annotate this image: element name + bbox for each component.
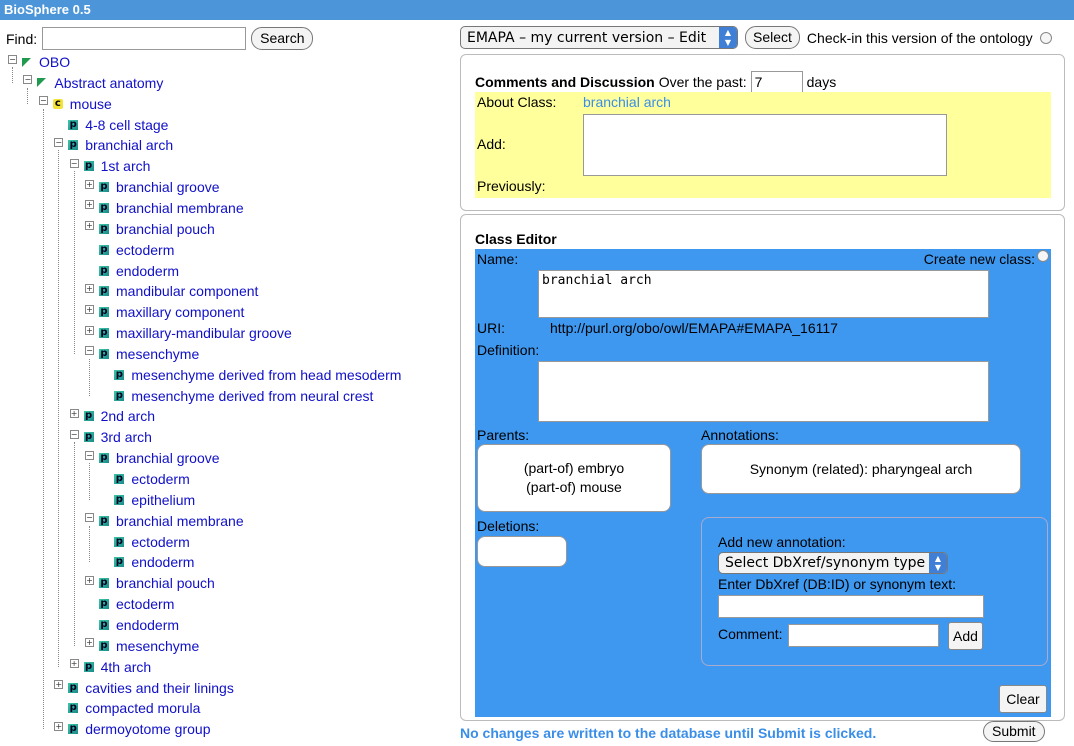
tree-node[interactable] xyxy=(100,469,189,489)
expand-icon[interactable]: + xyxy=(86,179,93,189)
name-label: Name: xyxy=(477,251,519,267)
tree-node[interactable] xyxy=(54,135,173,155)
tree-node-label[interactable]: branchial membrane xyxy=(116,512,244,529)
tree-guide-line xyxy=(58,150,59,666)
tree-node-label[interactable]: ectoderm xyxy=(131,471,190,487)
expand-icon[interactable]: + xyxy=(86,638,93,648)
collapse-icon[interactable]: − xyxy=(70,158,78,168)
tree-guide-line xyxy=(43,109,44,730)
tree-node[interactable] xyxy=(85,344,199,364)
dbxref-input[interactable] xyxy=(718,595,984,618)
annotation-item[interactable]: Synonym (related): pharyngeal arch xyxy=(749,461,973,477)
add-annotation-panel xyxy=(701,517,1048,666)
tree-node-label[interactable]: 4th arch xyxy=(100,658,152,675)
tree-node-label[interactable]: 1st arch xyxy=(100,158,151,175)
collapse-icon[interactable]: − xyxy=(86,513,93,523)
expand-icon[interactable]: + xyxy=(86,304,93,314)
property-icon: p xyxy=(85,431,93,443)
tree-node[interactable] xyxy=(85,615,179,635)
tree-node[interactable] xyxy=(85,302,244,322)
property-icon: p xyxy=(85,410,93,422)
tree-node[interactable] xyxy=(54,678,234,698)
expand-icon[interactable]: + xyxy=(86,575,93,585)
property-icon: p xyxy=(69,723,77,735)
tree-node-label[interactable]: 4-8 cell stage xyxy=(85,116,169,133)
collapse-icon[interactable]: − xyxy=(55,137,63,147)
days-input[interactable] xyxy=(751,71,803,93)
create-new-class-label: Create new class: xyxy=(923,251,1035,267)
property-icon: p xyxy=(100,201,108,213)
about-class-label: About Class: xyxy=(477,94,557,110)
add-new-annotation-label: Add new annotation: xyxy=(718,534,846,550)
expand-icon[interactable]: + xyxy=(86,221,93,231)
tree-node[interactable] xyxy=(39,94,112,114)
add-annotation-button[interactable]: Add xyxy=(948,622,983,650)
property-icon: p xyxy=(100,639,108,651)
tree-node-label[interactable]: epithelium xyxy=(131,491,196,508)
tree-node-label[interactable]: branchial pouch xyxy=(116,220,215,237)
collapse-icon[interactable]: − xyxy=(39,96,47,106)
tree-guide-line xyxy=(89,359,90,396)
tree-node-label[interactable]: mesenchyme xyxy=(116,637,200,654)
property-icon: p xyxy=(100,514,108,526)
collapse-icon[interactable]: − xyxy=(86,346,93,356)
tree-node[interactable] xyxy=(85,511,244,531)
property-icon: p xyxy=(69,118,77,130)
tree-node-label[interactable]: OBO xyxy=(39,54,71,70)
property-icon: p xyxy=(85,160,93,172)
collapse-icon[interactable]: − xyxy=(86,450,93,460)
tree-node-label[interactable]: cavities and their linings xyxy=(85,679,234,696)
tree-node[interactable] xyxy=(85,281,258,301)
deletions-label: Deletions: xyxy=(477,518,540,534)
property-icon: p xyxy=(100,618,108,630)
tree-guide-line xyxy=(74,171,75,354)
annotation-comment-input[interactable] xyxy=(788,624,939,647)
collapse-icon[interactable]: − xyxy=(24,75,32,85)
expand-icon[interactable]: + xyxy=(55,721,63,731)
ontology-version-value: EMAPA – my current version – Edit xyxy=(467,29,707,46)
tree-node[interactable] xyxy=(70,657,152,677)
find-input[interactable] xyxy=(42,27,246,50)
deletions-list[interactable] xyxy=(477,536,567,567)
class-editor-panel xyxy=(460,214,1065,721)
tree-node[interactable] xyxy=(100,490,195,510)
tree-node[interactable] xyxy=(85,198,244,218)
property-icon: p xyxy=(100,577,108,589)
property-icon: p xyxy=(100,181,108,193)
collapse-icon[interactable]: − xyxy=(70,429,78,439)
app-title-bar xyxy=(0,0,1074,20)
property-icon: p xyxy=(85,660,93,672)
create-new-class-radio[interactable] xyxy=(1037,250,1049,262)
tree-node[interactable] xyxy=(85,261,179,281)
comments-title: Comments and Discussion xyxy=(475,74,655,90)
expand-icon[interactable]: + xyxy=(86,200,93,210)
parents-label: Parents: xyxy=(477,427,530,443)
about-class-link[interactable]: branchial arch xyxy=(583,94,671,110)
expand-icon[interactable]: + xyxy=(86,283,93,293)
tree-node-label[interactable]: 2nd arch xyxy=(100,408,156,425)
tree-node-label[interactable]: mandibular component xyxy=(116,283,259,300)
select-ontology-button[interactable]: Select xyxy=(745,26,800,49)
property-icon: p xyxy=(100,264,108,276)
tree-node-label[interactable]: endoderm xyxy=(116,616,180,633)
ontology-version-select[interactable] xyxy=(460,26,738,49)
tree-node[interactable] xyxy=(54,698,200,718)
class-editor-body xyxy=(475,249,1051,717)
select-arrows-icon: ▲ ▼ xyxy=(929,553,947,573)
expand-icon[interactable]: + xyxy=(70,659,78,669)
property-icon: p xyxy=(100,327,108,339)
tree-node[interactable] xyxy=(85,594,174,614)
tree-node[interactable] xyxy=(85,240,174,260)
property-icon: p xyxy=(100,452,108,464)
tree-node[interactable] xyxy=(100,552,194,572)
tree-node[interactable] xyxy=(100,386,373,406)
clear-button[interactable]: Clear xyxy=(999,685,1047,713)
ontology-flag-icon xyxy=(22,58,31,67)
tree-node-label[interactable]: branchial groove xyxy=(116,179,220,196)
select-arrows-icon: ▲ ▼ xyxy=(719,27,737,48)
class-icon: c xyxy=(53,99,63,109)
property-icon: p xyxy=(115,368,123,380)
property-icon: p xyxy=(69,702,77,714)
uri-label: URI: xyxy=(477,320,505,336)
find-row xyxy=(6,27,313,50)
collapse-icon[interactable]: − xyxy=(9,54,16,64)
parents-list[interactable] xyxy=(477,444,671,512)
tree-node[interactable] xyxy=(85,177,220,197)
tree-node-label[interactable]: dermoyotome group xyxy=(85,721,211,738)
tree-node[interactable] xyxy=(85,323,292,343)
tree-node[interactable] xyxy=(8,52,70,72)
expand-icon[interactable]: + xyxy=(70,408,78,418)
property-icon: p xyxy=(100,243,108,255)
property-icon: p xyxy=(69,681,77,693)
tree-node-label[interactable]: mesenchyme xyxy=(116,345,200,362)
over-the-past-label: Over the past: xyxy=(658,74,747,90)
tree-node-label[interactable]: maxillary-mandibular groove xyxy=(116,325,292,342)
property-icon: p xyxy=(115,389,123,401)
ontology-toolbar xyxy=(460,26,1052,49)
tree-node-label[interactable]: endoderm xyxy=(131,554,195,571)
tree-node-label[interactable]: 3rd arch xyxy=(100,429,152,446)
enter-dbxref-label: Enter DbXref (DB:ID) or synonym text: xyxy=(718,576,957,592)
tree-node-label[interactable]: mesenchyme derived from head mesoderm xyxy=(131,366,402,383)
annotation-type-select[interactable] xyxy=(718,552,948,574)
days-label: days xyxy=(806,74,837,90)
tree-node-label[interactable]: branchial membrane xyxy=(116,199,244,216)
tree-node-label[interactable]: endoderm xyxy=(116,262,180,279)
find-label: Find: xyxy=(6,30,38,47)
class-editor-title: Class Editor xyxy=(475,231,557,247)
property-icon: p xyxy=(115,473,123,484)
tree-node-label[interactable]: mouse xyxy=(69,95,112,112)
tree-node-label[interactable]: ectoderm xyxy=(116,596,175,613)
expand-icon[interactable]: + xyxy=(86,325,93,335)
property-icon: p xyxy=(115,556,123,568)
tree-node[interactable] xyxy=(100,365,401,385)
tree-node[interactable] xyxy=(70,406,155,426)
add-comment-label: Add: xyxy=(477,136,506,152)
checkin-label: Check-in this version of the ontology xyxy=(806,29,1033,46)
annotation-type-value: Select DbXref/synonym type xyxy=(725,555,926,571)
comments-body xyxy=(475,92,1051,198)
name-field[interactable] xyxy=(538,270,989,318)
tree-node-label[interactable]: ectoderm xyxy=(131,533,190,550)
tree-node-label[interactable]: branchial groove xyxy=(116,450,220,467)
add-comment-textarea[interactable] xyxy=(583,114,947,176)
parent-item[interactable]: (part-of) embryo xyxy=(523,460,625,476)
tree-node[interactable] xyxy=(70,427,152,447)
tree-node-label[interactable]: mesenchyme derived from neural crest xyxy=(131,387,374,404)
tree-node-label[interactable]: branchial pouch xyxy=(116,575,215,592)
property-icon: p xyxy=(100,306,108,318)
tree-node-label[interactable]: branchial arch xyxy=(85,137,174,154)
checkin-radio[interactable] xyxy=(1040,32,1052,44)
submit-button[interactable]: Submit xyxy=(983,721,1045,742)
property-icon: p xyxy=(100,598,108,610)
ontology-tree xyxy=(0,52,455,746)
uri-value: http://purl.org/obo/owl/EMAPA#EMAPA_16117 xyxy=(550,320,838,336)
tree-node-label[interactable]: Abstract anatomy xyxy=(54,74,164,91)
ontology-flag-icon xyxy=(37,78,46,87)
definition-field[interactable] xyxy=(538,361,989,422)
property-icon: p xyxy=(100,347,108,359)
property-icon: p xyxy=(100,285,108,297)
expand-icon[interactable]: + xyxy=(55,680,63,689)
tree-node-label[interactable]: ectoderm xyxy=(116,241,175,258)
app-title: BioSphere 0.5 xyxy=(4,2,91,17)
property-icon: p xyxy=(69,139,77,151)
tree-node[interactable] xyxy=(23,73,163,93)
previously-label: Previously: xyxy=(477,178,546,194)
comments-header xyxy=(475,71,836,93)
tree-node[interactable] xyxy=(85,219,215,239)
parent-item[interactable]: (part-of) mouse xyxy=(526,479,622,495)
annotations-list[interactable] xyxy=(701,444,1021,494)
annotations-label: Annotations: xyxy=(701,427,779,443)
tree-node-label[interactable]: maxillary component xyxy=(116,304,245,321)
name-value: branchial arch xyxy=(542,273,652,288)
unsaved-changes-notice: No changes are written to the database until Submit is clicked. xyxy=(460,725,877,741)
tree-node[interactable] xyxy=(85,573,215,593)
search-button[interactable]: Search xyxy=(251,27,313,50)
tree-node-label[interactable]: compacted morula xyxy=(85,700,201,717)
definition-label: Definition: xyxy=(477,342,540,358)
tree-guide-line xyxy=(74,442,75,646)
tree-node[interactable] xyxy=(54,115,168,135)
tree-node[interactable] xyxy=(54,719,210,739)
tree-guide-line xyxy=(89,463,90,500)
tree-node[interactable] xyxy=(85,636,199,656)
comment-label: Comment: xyxy=(718,626,783,642)
property-icon: p xyxy=(115,493,123,505)
tree-guide-line xyxy=(89,526,90,563)
comments-panel xyxy=(460,54,1065,211)
tree-node[interactable] xyxy=(70,156,151,176)
tree-node[interactable] xyxy=(85,448,220,468)
property-icon: p xyxy=(100,222,108,234)
tree-node[interactable] xyxy=(100,532,189,552)
property-icon: p xyxy=(115,535,123,547)
